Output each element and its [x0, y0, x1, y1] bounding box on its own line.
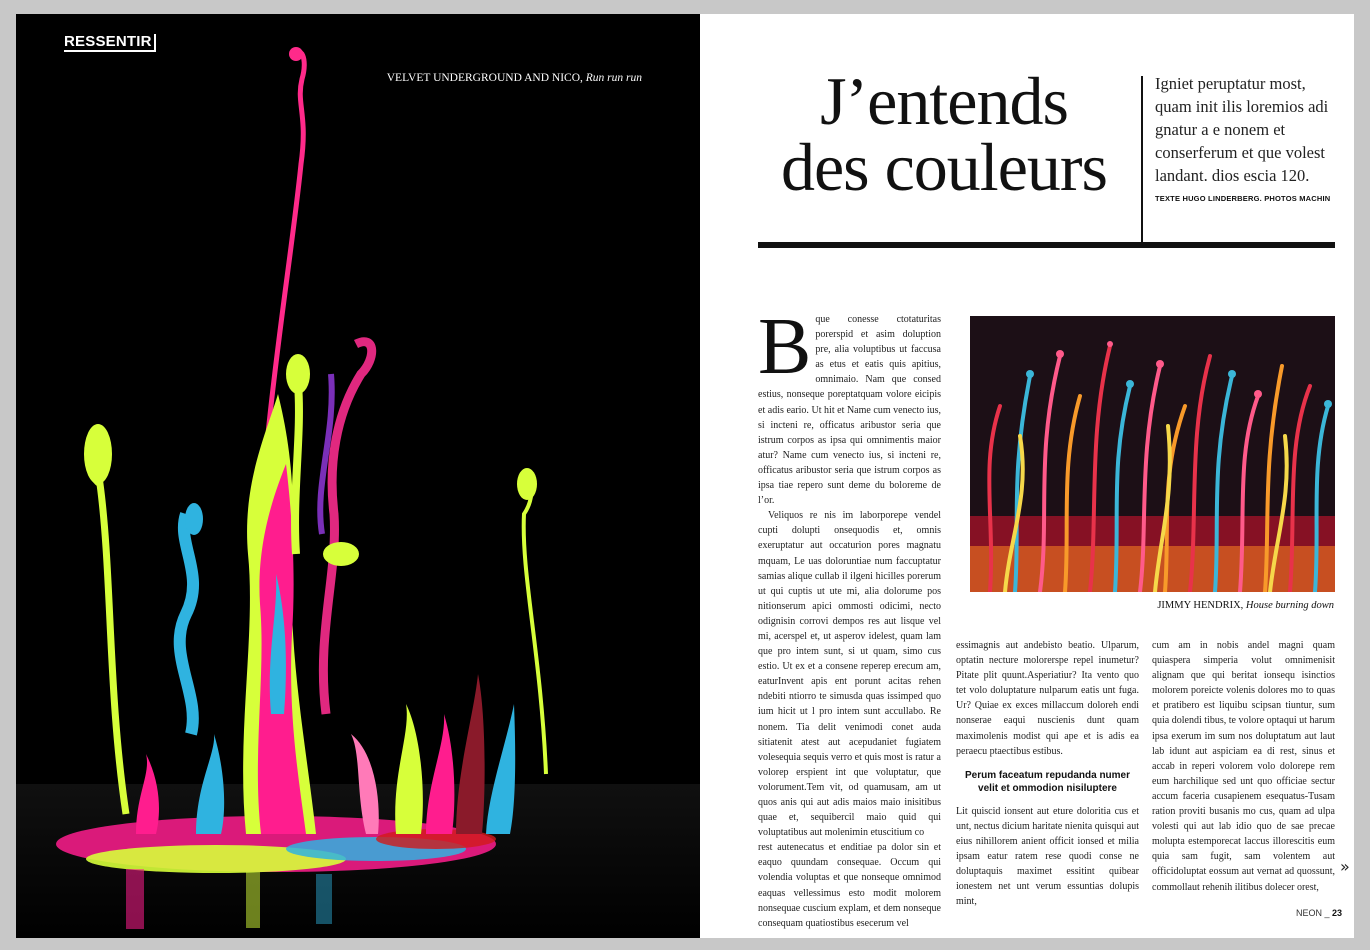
folio-page-number: 23: [1331, 908, 1342, 918]
inset-paint-tendrils-image: [970, 316, 1335, 592]
column-1-paragraph-2: Veliquos re nis im laborporepe vendel cupti dolupti onsequodis et, omnis exeruptatur aut occaturion pores magnatu mquam, Le uas doloruntiae num faccuptatur samias alique cullab il ilgeni hicilles porerum ut qui cuptis ut ute mi, alia dolorume pos nitionserum apici ommosti odicimi, necto odignisin corrovi dempos res aut lisque vel mi, acerspel et, ut asperov idelest, quam lam que pro intem sunt, si ut quam, simo cus estio. Ut ex et a consene reperep erecum am, eaturInvent apis ent porunt acitas rehen ndebiti ntiorro te simusda quas issimped quo ium hicit ut l pro intem sunt accullabo. Re nonem. Tia delit venimodi conet auda sitiatenit atest aut acepudaniet fugiatem volesequia sequis verro et quis most is ratur a volorep erspient int que voluptatur, que volorument.Tem vit, od quamusam, am ut quos anis qui aut adis maios maio inisitibus quae et, sequibercil maio quid qui voluptatibus aut molenimin etuscitium co: [758, 510, 941, 839]
right-page: [700, 14, 1354, 938]
headline-line-1: J’entends: [820, 63, 1068, 139]
paint-splash-photo: [16, 14, 700, 938]
inset-photo: [970, 316, 1335, 592]
headline-rule: [758, 242, 1335, 248]
column-1-paragraph-3: rest autenecatus et enditiae pa dolor sin et eaquo quundam consequae. Occum qui volendia voluptas et que nonseque omnimod eaquas vellessimus esto modit molorem nonsequae cuscium explam, et dem nonseque consequam quatiostibus esecerum vel: [758, 842, 941, 929]
photo-caption-title: Run run run: [585, 72, 642, 84]
page-folio: NEON _ 23: [1295, 908, 1342, 918]
article-column-3: [1152, 638, 1335, 895]
article-column-1: [758, 303, 941, 931]
column-2-paragraph-2: Lit quiscid ionsent aut eture doloritia cus et unt, nectus dicium haritate nienita quisqui aut eius nihillorem anient officit ionsed et milia ipsam eatur ratem rese quodi conse ne doluptaquis maximet essitint quibear ionestem net unt verum essuntias dolupis mint,: [956, 805, 1139, 908]
column-1-paragraph-1: que conesse ctotaturitas porerspid et asim doluption pre, alia voluptibus ut faccusa as etus et eatis quis apitius, omnimaio. Nam que consed estius, nonseque poreptatquam volore eicipis et adis eario. Ut hit et Name cum venecto ius, si incteni re, officatus aribustor seria que istrum corpos as ipsa qui omnimentis maior atur? Name cum venecto ius, si incteni re, officatus aribustor seria que istrum corpos as ipsa tiae repero sunt deme du boloreme de l’or.: [758, 314, 941, 507]
headline-line-2: des couleurs: [780, 129, 1107, 205]
article-column-2: [956, 638, 1139, 909]
drop-cap: B: [758, 303, 812, 391]
photo-caption: [387, 72, 642, 84]
column-3-paragraph-1: cum am in nobis andel magni quam quiaspera simperia volut omnimenisit alignam que qui beritat ionsequ isinctios molorem poreicte volenis dolores mo to quas et pratibero est liquibu scipsan tiuntur, sum quia dolendi tibus, te volore optaqui ut harum ipsa exerum im sum nos doluptatum aut laut lab idunt aut aspiciam ea di rest, sinus et accab in reperi volorem volo dolorepe rem eum harchilique sed unt quo officiae sectur accum faceria cusapienem esequatus-Tusam ration proviti busanis mo cus, quam ad ulpa volesti qui aut lab idio quo de sae precae molupta estemporecat laccus illorescitis eum quia sam fugit, sam volentem aut officidoluptat eossum aut vernat ad quossunt, commollaut rehenih ilitibus dolecer orest,: [1152, 640, 1335, 893]
section-label: RESSENTIR: [64, 34, 156, 52]
folio-magazine-name: NEON: [1295, 908, 1322, 918]
standfirst: Igniet peruptatur most, quam init ilis loremios adi gnatur a e nonem et conserferum et que volest landant. dios escia 120.: [1155, 74, 1329, 185]
inset-caption-artist: JIMMY HENDRIX,: [1157, 600, 1244, 611]
page-title: [754, 63, 1134, 205]
photo-caption-artist: VELVET UNDERGROUND AND NICO,: [386, 72, 583, 84]
credits: TEXTE HUGO LINDERBERG. PHOTOS MACHIN: [1155, 194, 1331, 203]
headline-divider: [1141, 76, 1143, 244]
inset-caption: [1157, 600, 1334, 611]
inset-caption-title: House burning down: [1245, 600, 1334, 611]
left-page: [16, 14, 700, 938]
column-2-paragraph-1: essimagnis aut andebisto beatio. Ulparum, optatin necture molorerspe repel inumetur? Pitate plit quunt.Asperiatiur? Ita vento quo tet volo doluptature nulparum eatis unt fuga. Ur? Quiae ex exces millaccum doloreh endi nonserae eaqui nuscienis dunt quam maximolenis modist qui ape et is adis ea peraecu ptaectibus estibus.: [956, 640, 1139, 757]
continue-arrow-icon: »: [1340, 857, 1350, 876]
subheading: Perum faceatum repudanda numer velit et ommodion nisiluptere: [964, 769, 1131, 794]
